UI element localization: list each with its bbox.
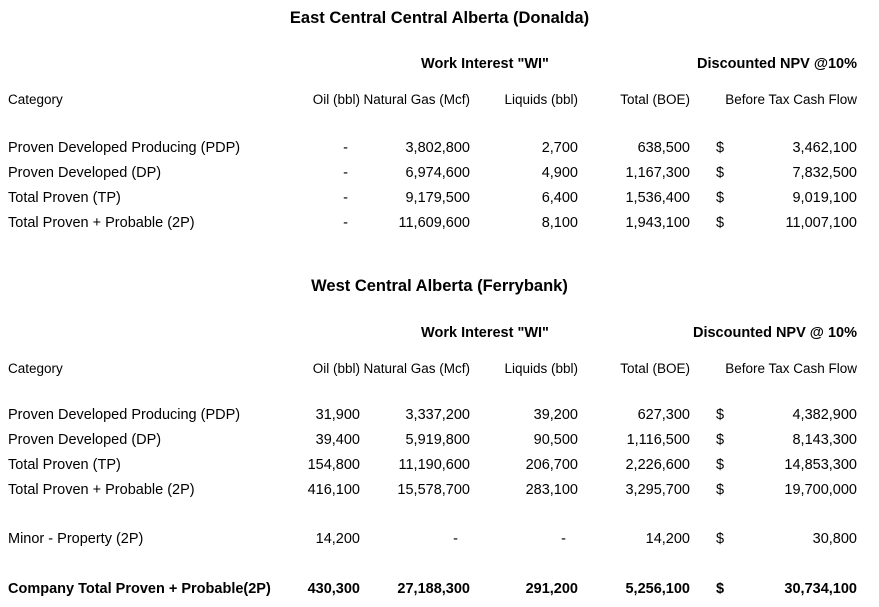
column-header-gas: Natural Gas (Mcf) (363, 92, 470, 107)
liquids-cell: 206,700 (525, 457, 578, 473)
table-row (0, 214, 857, 232)
total-cell: 5,256,100 (625, 581, 690, 597)
gas-cell: 27,188,300 (397, 581, 470, 597)
column-header-btcf: Before Tax Cash Flow (725, 361, 857, 376)
gas-cell: 11,190,600 (398, 457, 470, 473)
liquids-cell: - (561, 531, 566, 547)
column-header-category: Category (8, 361, 63, 376)
btcf-cell: 9,019,100 (792, 190, 857, 206)
column-header-total: Total (BOE) (620, 361, 690, 376)
oil-cell: 31,900 (315, 407, 360, 423)
gas-cell: 6,974,600 (405, 165, 470, 181)
oil-cell: 14,200 (315, 531, 360, 547)
column-header-total: Total (BOE) (620, 92, 690, 107)
total-cell: 1,116,500 (626, 432, 690, 448)
table-row (0, 406, 857, 424)
category-cell: Proven Developed Producing (PDP) (8, 407, 241, 423)
gas-cell: 11,609,600 (398, 215, 470, 231)
btcf-cell: 19,700,000 (784, 482, 857, 498)
table-1-title: East Central Central Alberta (Donalda) (289, 9, 590, 27)
dollar-sign: $ (716, 140, 725, 156)
total-cell: 1,536,400 (625, 190, 690, 206)
table-2-section-headers (0, 324, 857, 342)
total-cell: 1,167,300 (625, 165, 690, 181)
gas-cell: - (453, 531, 458, 547)
column-header-oil: Oil (bbl) (312, 92, 360, 107)
npv-header: Discounted NPV @ 10% (692, 325, 857, 341)
total-cell: 1,943,100 (625, 215, 690, 231)
dollar-sign: $ (716, 432, 725, 448)
category-cell: Total Proven (TP) (8, 190, 121, 206)
btcf-cell: 14,853,300 (784, 457, 857, 473)
btcf-cell: 8,143,300 (792, 432, 857, 448)
column-header-gas: Natural Gas (Mcf) (363, 361, 470, 376)
liquids-cell: 90,500 (533, 432, 578, 448)
gas-cell: 9,179,500 (405, 190, 470, 206)
category-cell: Proven Developed (DP) (8, 165, 162, 181)
total-cell: 638,500 (637, 140, 690, 156)
liquids-cell: 283,100 (525, 482, 578, 498)
gas-cell: 3,802,800 (405, 140, 470, 156)
column-header-liquids: Liquids (bbl) (504, 92, 578, 107)
gas-cell: 3,337,200 (405, 407, 470, 423)
oil-cell: - (343, 215, 348, 231)
dollar-sign: $ (716, 215, 725, 231)
btcf-cell: 11,007,100 (785, 215, 857, 231)
dollar-sign: $ (716, 581, 725, 597)
liquids-cell: 4,900 (541, 165, 578, 181)
liquids-cell: 39,200 (533, 407, 578, 423)
dollar-sign: $ (716, 407, 725, 423)
oil-cell: 430,300 (307, 581, 360, 597)
work-interest-header: Work Interest "WI" (421, 56, 549, 72)
oil-cell: - (343, 165, 348, 181)
table-1-column-headers (0, 91, 857, 109)
minor-property-row (0, 530, 857, 548)
company-total-row (0, 580, 857, 598)
table-2-column-headers (0, 360, 857, 378)
category-cell: Total Proven + Probable (2P) (8, 482, 195, 498)
dollar-sign: $ (716, 165, 725, 181)
gas-cell: 15,578,700 (397, 482, 470, 498)
category-cell: Proven Developed (DP) (8, 432, 162, 448)
npv-header: Discounted NPV @10% (697, 56, 857, 72)
oil-cell: - (343, 140, 348, 156)
btcf-cell: 7,832,500 (792, 165, 857, 181)
category-cell: Total Proven (TP) (8, 457, 121, 473)
dollar-sign: $ (716, 190, 725, 206)
btcf-cell: 3,462,100 (792, 140, 857, 156)
column-header-btcf: Before Tax Cash Flow (725, 92, 857, 107)
table-row (0, 139, 857, 157)
column-header-category: Category (8, 92, 63, 107)
oil-cell: - (343, 190, 348, 206)
table-row (0, 189, 857, 207)
category-cell: Minor - Property (2P) (8, 531, 144, 547)
category-cell: Proven Developed Producing (PDP) (8, 140, 241, 156)
btcf-cell: 30,734,100 (784, 581, 857, 597)
btcf-cell: 30,800 (812, 531, 857, 547)
category-cell: Company Total Proven + Probable(2P) (8, 581, 271, 597)
liquids-cell: 6,400 (541, 190, 578, 206)
column-header-oil: Oil (bbl) (312, 361, 360, 376)
oil-cell: 416,100 (307, 482, 360, 498)
btcf-cell: 4,382,900 (792, 407, 857, 423)
gas-cell: 5,919,800 (405, 432, 470, 448)
category-cell: Total Proven + Probable (2P) (8, 215, 195, 231)
table-row (0, 456, 857, 474)
liquids-cell: 2,700 (541, 140, 578, 156)
oil-cell: 154,800 (307, 457, 360, 473)
total-cell: 14,200 (645, 531, 690, 547)
dollar-sign: $ (716, 457, 725, 473)
dollar-sign: $ (716, 531, 725, 547)
table-row (0, 481, 857, 499)
spacer (0, 324, 280, 342)
liquids-cell: 8,100 (541, 215, 578, 231)
work-interest-header: Work Interest "WI" (421, 325, 549, 341)
spacer (0, 55, 280, 73)
table-2-title: West Central Alberta (Ferrybank) (311, 277, 568, 295)
table-row (0, 164, 857, 182)
column-header-liquids: Liquids (bbl) (504, 361, 578, 376)
table-row (0, 431, 857, 449)
liquids-cell: 291,200 (525, 581, 578, 597)
total-cell: 627,300 (637, 407, 690, 423)
dollar-sign: $ (716, 482, 725, 498)
total-cell: 3,295,700 (625, 482, 690, 498)
table-1-section-headers (0, 55, 857, 73)
oil-cell: 39,400 (315, 432, 360, 448)
total-cell: 2,226,600 (625, 457, 690, 473)
